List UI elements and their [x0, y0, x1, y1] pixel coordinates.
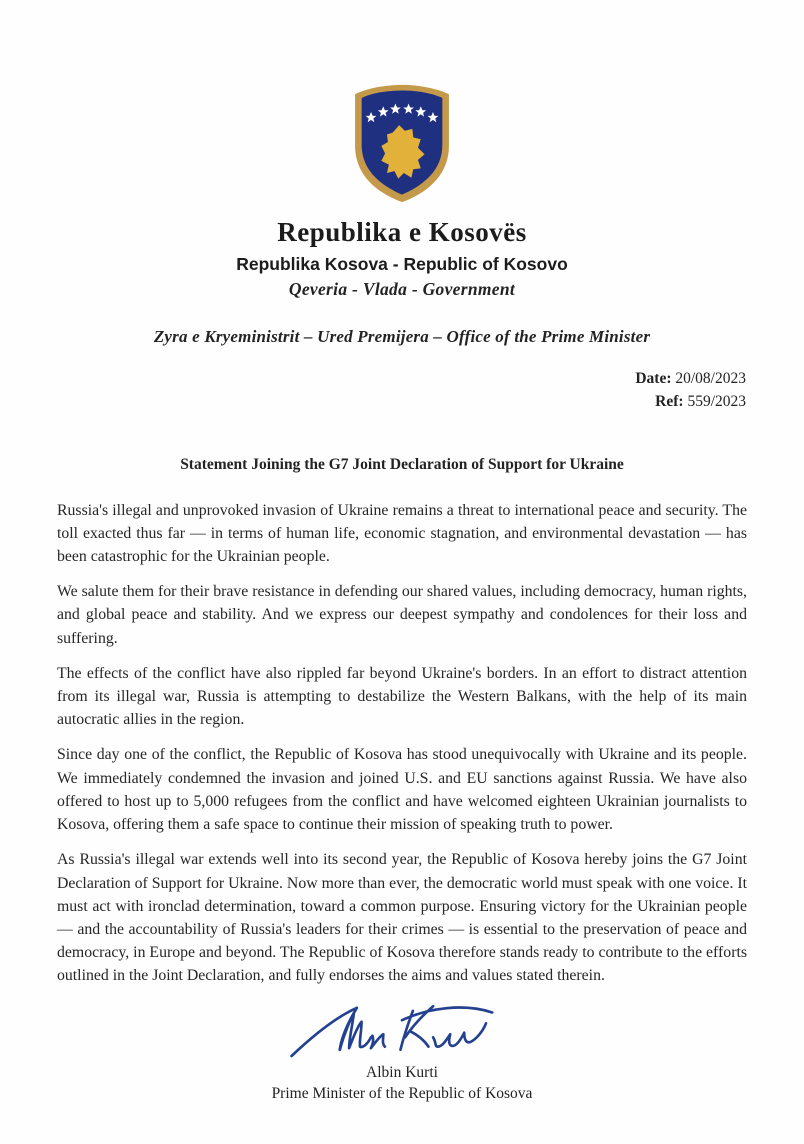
emblem-container	[0, 0, 804, 209]
handwritten-signature-image	[277, 1000, 527, 1070]
signature-block	[0, 1000, 804, 1103]
paragraph-5: As Russia's illegal war extends well into its second year, the Republic of Kosova hereby joins the G7 Joint Declaration of Support for Ukraine. Now more than ever, the democratic world must speak with one voice. It must act with ironclad determination, toward a common purpose. Ensuring victory for the Ukrainian people — and the accountability of Russia's leaders for their crimes — is essential to the preservation of peace and democracy, in Europe and beyond. The Republic of Kosova therefore stands ready to contribute to the efforts outlined in the Joint Declaration, and fully endorses the aims and values stated therein.	[57, 851, 747, 985]
state-name-trilingual: Republika Kosova - Republic of Kosovo	[236, 254, 568, 274]
letter-meta	[0, 347, 804, 414]
date-line	[0, 367, 746, 390]
office-of-prime-minister-line: Zyra e Kryeministrit – Ured Premijera – Office of the Prime Minister	[153, 327, 651, 346]
signatory-title: Prime Minister of the Republic of Kosova	[271, 1084, 533, 1102]
date-label: Date:	[635, 370, 672, 387]
paragraph-4: Since day one of the conflict, the Republic of Kosova has stood unequivocally with Ukraine and its people. We immediately condemned the invasion and joined U.S. and EU sanctions against Russia. We have also offered to host up to 5,000 refugees from the conflict and have welcomed eighteen Ukrainian journalists to Kosova, offering them a safe space to continue their mission of speaking truth to power.	[57, 746, 747, 834]
paragraph-2: We salute them for their brave resistance in defending our shared values, including democracy, human rights, and global peace and stability. And we express our deepest sympathy and condolences for their loss and suffering.	[57, 583, 747, 647]
signature-strokes	[292, 1006, 493, 1056]
government-line: Qeveria - Vlada - Government	[288, 279, 516, 299]
kosovo-coat-of-arms-icon	[344, 82, 460, 204]
signatory-name: Albin Kurti	[366, 1063, 438, 1081]
date-value: 20/08/2023	[675, 370, 746, 387]
letter-body	[57, 499, 747, 988]
document-title: Statement Joining the G7 Joint Declaration of Support for Ukraine	[180, 455, 624, 473]
state-name: Republika e Kosovës	[277, 217, 527, 247]
ref-label: Ref:	[655, 393, 684, 411]
paragraph-1: Russia's illegal and unprovoked invasion of Ukraine remains a threat to international peace and security. The toll exacted thus far — in terms of human life, economic stagnation, and environmental devastation — has been catastrophic for the Ukrainian people.	[57, 501, 747, 565]
ref-value: 559/2023	[687, 393, 746, 411]
ref-line	[0, 390, 746, 413]
paragraph-3: The effects of the conflict have also rippled far beyond Ukraine's borders. In an effort to distract attention from its illegal war, Russia is attempting to destabilize the Western Balkans, with the help of its main autocratic allies in the region.	[57, 664, 747, 729]
